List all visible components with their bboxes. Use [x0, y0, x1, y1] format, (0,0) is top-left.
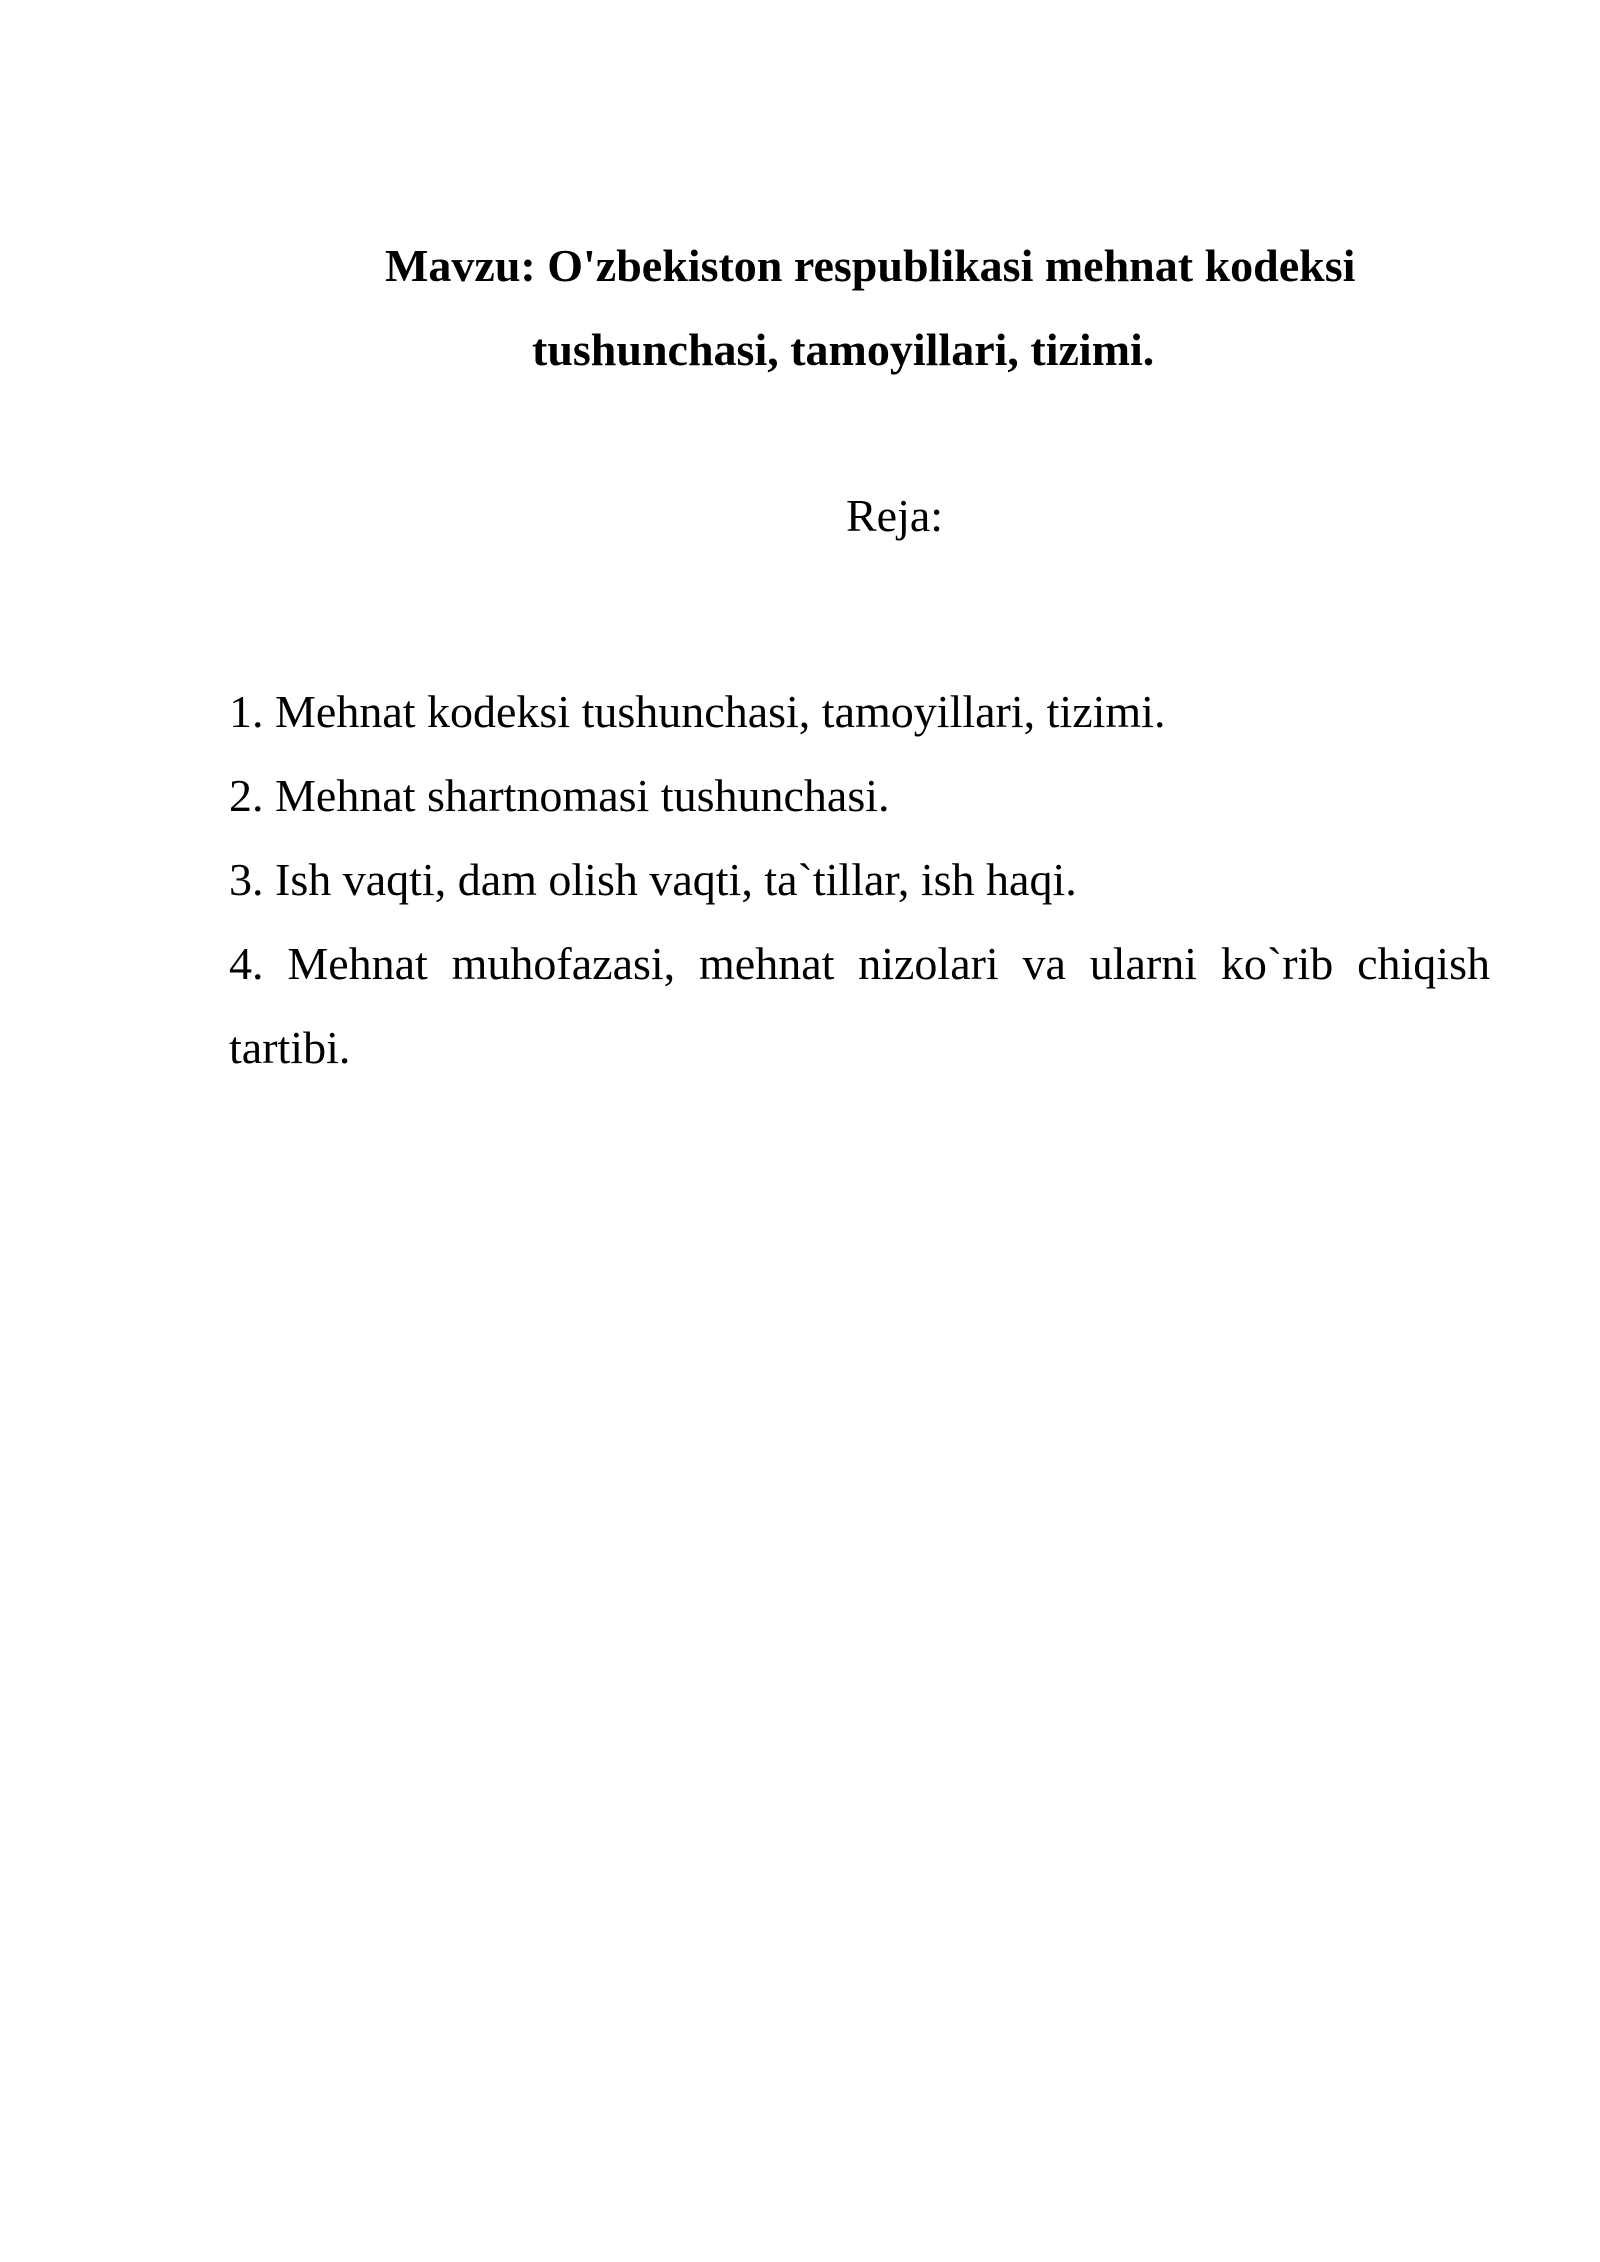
document-title-line-2: tushunchasi, tamoyillari, tizimi. [532, 324, 1155, 375]
plan-list [229, 670, 1490, 1090]
plan-item: 2. Mehnat shartnomasi tushunchasi. [229, 770, 890, 821]
plan-item: 3. Ish vaqti, dam olish vaqti, ta`tillar, ish haqi. [229, 854, 1077, 905]
plan-item: 1. Mehnat kodeksi tushunchasi, tamoyillari, tizimi. [229, 686, 1166, 737]
plan-item: 4. Mehnat muhofazasi, mehnat nizolari va ularni ko`rib chiqish tartibi. [229, 938, 1490, 1073]
document-title-line-1: Mavzu: O'zbekiston respublikasi mehnat kodeksi [385, 240, 1356, 291]
plan-heading: Reja: [846, 490, 944, 541]
